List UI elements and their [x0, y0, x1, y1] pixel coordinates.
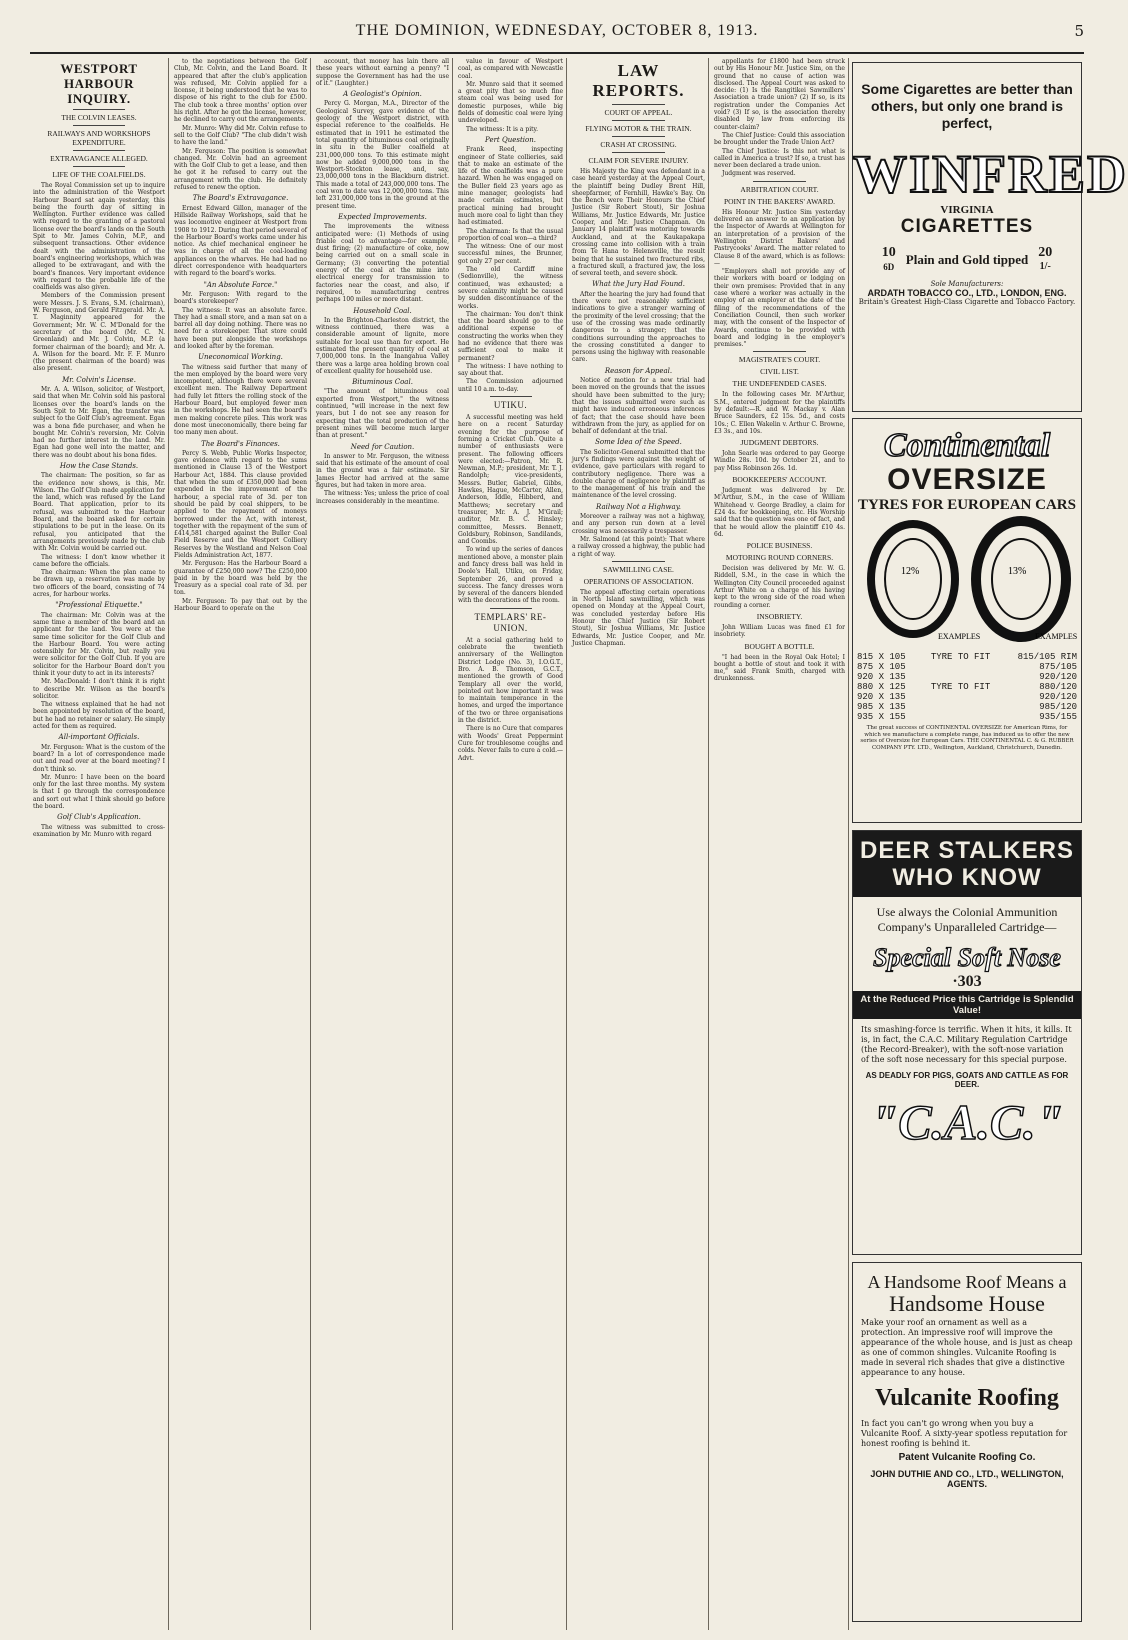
subheadline: LIFE OF THE COALFIELDS.: [52, 170, 146, 179]
ad-headline: Handsome House: [889, 1291, 1045, 1316]
paragraph: Judgment was delivered by Dr. M'Arthur, S.M., in the case of William Whitehead v. George Bradley, a claim for £24 4s. for bookkeeping, etc. His Worship said that the question was one of fact, and that he would allow the plaintiff £10 4s. 6d.: [714, 487, 845, 538]
paragraph: Notice of motion for a new trial had been moved on the grounds that the issues should have been submitted to the jury; that the issues submitted were such as might have induced erroneous inferences of fact; that the case should have been withdrawn from the jury, as applied for on behalf of defendant at the trial.: [572, 377, 705, 436]
tyre-size-cell: [920, 662, 1000, 672]
subheadline: THE COLVIN LEASES.: [61, 113, 137, 122]
tyre-examples-right: EXAMPLES: [1035, 632, 1078, 641]
newspaper-title: THE DOMINION, WEDNESDAY, OCTOBER 8, 1913.: [355, 22, 759, 39]
paragraph: "The amount of bituminous coal exported from Westport," the witness continued, "will increase in the next few years, but I do not see any reason for expecting that the total production of the present mines will become much larger than at present.": [316, 388, 449, 440]
tyre-size-cell: 935 X 155: [857, 712, 906, 722]
paragraph: The Commission adjourned until 10 a.m. to-day.: [458, 378, 563, 393]
price-left-top: 10: [881, 245, 896, 260]
masthead: [30, 22, 1084, 54]
paragraph: The Chief Justice: Could this association be brought under the Trade Union Act?: [714, 131, 845, 147]
paragraph: Mr. A. A. Wilson, solicitor, of Westport, said that when Mr. Colvin sold his pastoral licenses over the board's lands on the South Spit to Mr. Egan, the transfer was subject to the Golf Club's agreement. Egan was a bona fide purchaser, and when he bought Mr. Colvin's reversion, Mr. Colvin had no further interest in the land. Mr. Egan had gone well into the matter, and there was no doubt about his bona fides.: [33, 386, 165, 459]
paragraph: The witness: Yes; unless the price of coal increases considerably in the meantime.: [316, 490, 449, 505]
tyre-size-row: [853, 672, 1081, 682]
ad-body-text: Use always the Colonial Ammunition Company's Unparalleled Cartridge—: [876, 905, 1058, 934]
column-rule: [848, 58, 849, 1630]
price-right-bottom: 1/-: [1039, 261, 1051, 272]
subheadline: BOUGHT A BOTTLE.: [744, 641, 815, 651]
tyre-size-cell: 920 X 135: [857, 692, 906, 702]
paragraph: The Chief Justice: Is this not what is called in America a trust? If so, a trust has never been declared a trade union.: [714, 147, 845, 170]
tyre-size-cell: 920/120: [1039, 672, 1077, 682]
section-heading: "Professional Etiquette.": [55, 601, 143, 610]
paragraph: In answer to Mr. Ferguson, the witness said that his estimate of the amount of coal in the ground was a fair estimate. Sir James Hector had arrived at the same figures, but had taken in more area.: [316, 452, 449, 490]
paragraph: The Royal Commission set up to inquire into the administration of the Westport Harbour Board sat again yesterday, this being the fourth day of sitting in Wellington. Further evidence was called with regard to the granting of a pastoral license over the board's lands on the South Spit to Mr. James Colvin, M.P., and subsequent transactions. Other evidence dealt with the administration of the board's engineering workshops, which was alleged to be extravagant, and with the board's finances. Very important evidence with regard to the probable life of the coalfields was also given.: [33, 182, 165, 292]
tyre-pct-left: 12%: [901, 566, 920, 577]
tyre-size-cell: 875 X 105: [857, 662, 906, 672]
vulcanite-roofing-ad: [852, 1262, 1082, 1622]
winfred-brand: WINFRED: [853, 144, 1128, 204]
tyre-illustration: [853, 514, 1081, 644]
cac-logo: "C.A.C.": [870, 1094, 1064, 1150]
tyre-pct-right: 13%: [1008, 566, 1027, 577]
column-rule: [452, 58, 453, 1630]
subheadline: BOOKKEEPERS' ACCOUNT.: [732, 475, 827, 485]
paragraph: To wind up the series of dances mentioned above, a monster plain and fancy dress ball was held in Doole's Hall, Utiku, on Friday, September 26, and proved a success. The fancy dresses worn by several of the dancers blended with the decorations of the room.: [458, 546, 563, 605]
column-1: [30, 58, 168, 1630]
paragraph: The witness: It was an absolute farce. They had a small store, and a man sat on a barrel all day doing nothing. There was no need for a storekeeper. That store could have been put alongside the workshops and looked after by the foreman.: [174, 306, 307, 350]
section-heading: "An Absolute Farce.": [203, 280, 278, 289]
headline: MAGISTRATE'S COURT.: [738, 355, 821, 365]
subheadline: CLAIM FOR SEVERE INJURY.: [588, 156, 689, 165]
paragraph: The chairman: Is that the usual proportion of coal won—a third?: [458, 227, 563, 242]
ad-headline: A Handsome Roof Means a: [867, 1272, 1067, 1292]
paragraph: Decision was delivered by Mr. W. G. Riddell, S.M., in the case in which the Wellington City Council proceeded against Arthur White on a charge of his having kept to the wrong side of the road when rounding a corner.: [714, 565, 845, 609]
headline: UTIKU.: [493, 400, 528, 411]
headline: WESTPORT HARBOUR INQUIRY.: [60, 61, 138, 106]
subheadline: POINT IN THE BAKERS' AWARD.: [723, 196, 836, 206]
paragraph: At a social gathering held to celebrate the twentieth anniversary of the Wellington District Lodge (No. 3), I.O.G.T., Bro. A. B. Thomson, G.C.T., mentioned the growth of Good Templary all over the world, pointed out how important it was to maintain temperance in the homes, and urged the importance of the two or three organisations in the district.: [458, 636, 563, 725]
tyre-left-icon: [871, 524, 955, 634]
subheadline: COURT OF APPEAL.: [604, 108, 673, 117]
section-heading: Household Coal.: [353, 306, 412, 315]
paragraph: Mr. MacDonald: I don't think it is right to describe Mr. Wilson as the board's solicitor.: [33, 678, 165, 700]
subheadline: JUDGMENT DEBTORS.: [740, 438, 819, 448]
ad-firm: ARDATH TOBACCO CO., LTD., LONDON, ENG.: [867, 288, 1067, 298]
ad-makers-label: Sole Manufacturers:: [930, 280, 1004, 288]
column-rule: [310, 58, 311, 1630]
tyres-subtitle: TYRES FOR EUROPEAN CARS: [858, 497, 1076, 513]
subheadline: FLYING MOTOR & THE TRAIN.: [585, 124, 692, 133]
calibre-label: ·303: [952, 973, 982, 990]
paragraph: The witness was submitted to cross-examination by Mr. Munro with regard: [33, 823, 165, 838]
paragraph: Percy G. Morgan, M.A., Director of the Geological Survey, gave evidence of the geology of the Westport district, with especial reference to the coalfields. He estimated that in 1911 he estimated the total quantity of bituminous coal originally in situ in the Buller coalfield at 231,000,000 tons. To this estimate might now be added 9,000,000 tons in the Westport-Stockton lease, and, say, 23,000,000 tons in the Blackburn district. This made a total of 243,000,000 tons. The coal won to date was 12,000,000 tons. This left 231,000,000 tons in the ground at the present time.: [316, 100, 449, 210]
headline: LAW REPORTS.: [592, 61, 685, 100]
ad-subtitle: CIGARETTES: [900, 216, 1034, 237]
column-rule: [168, 58, 169, 1630]
cac-cartridge-ad: [852, 830, 1082, 1255]
price-right-top: 20: [1038, 245, 1053, 260]
section-heading: Need for Caution.: [350, 442, 415, 451]
patent-vulcanite-label: Patent Vulcanite Roofing Co.: [898, 1452, 1036, 1463]
ad-also-text: AS DEADLY FOR PIGS, GOATS AND CATTLE AS FOR DEER.: [865, 1071, 1069, 1089]
paragraph: Mr. Munro said that it seemed a great pity that so much fine steam coal was being used for domestic purposes, while big fields of domestic coal were lying undeveloped.: [458, 80, 563, 125]
paragraph: "I had been in the Royal Oak Hotel; I bought a bottle of stout and took it with me," said Frank Smith, charged with drunkenness.: [714, 653, 845, 683]
column-4: [455, 58, 566, 1630]
vulcanite-brand: Vulcanite Roofing: [875, 1385, 1059, 1411]
tyre-size-cell: 920 X 135: [857, 672, 906, 682]
column-2: [171, 58, 310, 1630]
subheadline: EXTRAVAGANCE ALLEGED.: [50, 154, 148, 163]
paragraph: The witness: I don't know whether it came before the officials.: [33, 553, 165, 568]
headline: ARBITRATION COURT.: [740, 184, 819, 194]
paragraph: A successful meeting was held here on a recent Saturday evening for the purpose of forming a Cricket Club. Quite a number of enthusiasts were present. The following officers were elected:—Patron, Mr. R. Newman, M.P.; president, Mr. T. J. Randolph; vice-presidents, Messrs. Butler, Gabriel, Gibbs, Hawkes, Hague, McCarter, Allen, Anderson, Iddle, Hibberd, and Matthews; secretary and treasurer, Mr. A. J. M'Grail; auditor, Mr. B. C. Hinsley; committee, Messrs. Bennett, Goldsbury, Robinson, Sandilands, and Coombs.: [458, 414, 563, 546]
section-heading: The Board's Finances.: [201, 439, 280, 448]
price-left: [882, 246, 896, 274]
paragraph: The appeal affecting certain operations in North Island sawmilling, which was opened on Monday at the Appeal Court, was concluded yesterday before His Honour the Chief Justice (Sir Robert Stout), Sir Joshua Williams, Mr. Justice Edwards, Mr. Justice Cooper, and Mr. Justice Chapman.: [572, 588, 705, 647]
paragraph: His Honour Mr. Justice Sim yesterday delivered an answer to an application by the Inspector of Awards at Wellington for an interpretation of a provision of the Wellington District Bakers' and Pastrycooks' Award. The matter related to Clause 8 of the award, which is as follows:—: [714, 208, 845, 267]
tyre-size-cell: 880/120: [1039, 682, 1077, 692]
tyre-size-row: [853, 692, 1081, 702]
ad-tagline: Britain's Greatest High-Class Cigarette and Tobacco Factory.: [858, 298, 1076, 306]
agents-label: JOHN DUTHIE AND CO., LTD., WELLINGTON, AGENTS.: [870, 1469, 1064, 1489]
ad-subtitle: VIRGINIA: [940, 204, 994, 216]
paragraph: His Majesty the King was defendant in a case heard yesterday at the Appeal Court, the plaintiff being Dudley Brent Hill, sheepfarmer, of Fernhill, Hawke's Bay. On the Bench were Their Honours the Chief Justice (Sir Robert Stout), Sir Joshua Williams, Mr. Justice Edwards, Mr. Justice Cooper, and Mr. Justice Chapman. On January 14 plaintiff was motoring towards Auckland, and at the Kaukapakapa crossing came into collision with a train from Te Hana to Helensville, the result being that he sustained two fractured ribs, a fractured skull, a fractured jaw, the loss of several teeth, and severe shock.: [572, 168, 705, 278]
subheadline: RAILWAYS AND WORKSHOPS EXPENDITURE.: [47, 129, 151, 147]
section-heading: Golf Club's Application.: [57, 813, 141, 822]
paragraph: The Solicitor-General submitted that the jury's findings were against the weight of evidence, gave particulars with regard to contributory negligence. There was a double charge of negligence by plaintiff as to the management of his train and the maintenance of the level crossing.: [572, 448, 705, 500]
section-heading: Bituminous Coal.: [352, 378, 413, 387]
column-6: [711, 58, 848, 1630]
special-soft-nose-title: Special Soft Nose: [873, 943, 1061, 972]
paragraph: In the following cases Mr. M'Arthur, S.M., entered judgment for the plaintiffs by default:—R. and W. Mackay v. Alan Bruce Saunders, £2 15s. 5d., and costs 10s.; C. Ellen Wakelin v. Arthur C. Browne, £3 3s., and 10s.: [714, 391, 845, 435]
winfred-cigarettes-ad: [852, 62, 1128, 412]
paragraph: The chairman: You don't think that the board should go to the additional expense of constructing the works when they had no evidence that there was sufficient coal to make it permanent?: [458, 310, 563, 362]
paragraph: Judgment was reserved.: [722, 170, 796, 178]
paragraph: The witness: It is a pity.: [466, 125, 539, 133]
section-heading: The Board's Extravagance.: [192, 194, 289, 203]
section-heading: What the Jury Had Found.: [592, 280, 685, 289]
paragraph: The chairman: When the plan came to be drawn up, a reservation was made by two officers of the board, consisting of 74 acres, for harbour works.: [33, 569, 165, 599]
paragraph: John William Lucas was fined £1 for insobriety.: [714, 623, 845, 639]
tyre-size-cell: [920, 672, 1000, 682]
section-heading: Railway Not a Highway.: [596, 502, 681, 511]
paragraph: Mr. Munro: Why did Mr. Colvin refuse to sell to the Golf Club? "The club didn't wish to have the land.": [174, 124, 307, 147]
paragraph: Ernest Edward Gillon, manager of the Hillside Railway Workshops, said that he was locomotive engineer at Westport from 1908 to 1912. During that period several of the Harbour Board's works came under his notice. As chief mechanical engineer he was in charge of all the coal-loading appliances on the wharves. He had had no direct correspondence with headquarters with regard to the board's works.: [174, 204, 307, 278]
paragraph: Mr. Ferguson: The position is somewhat changed. Mr. Colvin had an agreement with the Golf Club to get a lease, and then he got it he refused to carry out the arrangement with the club. He definitely refused to renew the option.: [174, 147, 307, 192]
paragraph: The chairman: The position, so far as the evidence now shows, is this, Mr. Wilson. The Golf Club made application for the land, which was refused by the Land Board. That application, prior to its refusal, was submitted to the Harbour Board, and the board asked for certain stipulations to be put in the lease. On its refusal, you anticipated that the arrangements previously made by the club with Mr. Colvin would be carried out.: [33, 472, 165, 553]
paragraph: John Searle was ordered to pay George Windle 28s. 10d. by October 21, and to pay Miss Robinson 26s. 1d.: [714, 450, 845, 472]
paragraph: account, that money has lain there all these years without earning a penny? "I suppose the Government has had the use of it." (Laughter.): [316, 58, 449, 87]
tyre-size-cell: [920, 712, 1000, 722]
tyre-size-cell: 815 X 105: [857, 652, 906, 662]
paragraph: The witness: One of our most successful mines, the Brunner, got only 27 per cent.: [458, 243, 563, 265]
paragraph: Mr. Ferguson: Has the Harbour Board a guarantee of £250,000 now? The £250,000 paid in by the board was held by the Treasury as a special coal rate of 3d. per ton.: [174, 560, 307, 597]
paragraph: Frank Reed, inspecting engineer of State collieries, said that to make an estimate of the life of the coalfields was a pure hazard. When he was engaged on the Buller field 23 years ago as mine manager, geologists had made certain estimates, but practical mining had brought much more coal to light than they had estimated.: [458, 146, 563, 227]
tyre-size-table: [853, 652, 1081, 722]
tyre-size-cell: [920, 702, 1000, 712]
paragraph: Members of the Commission present were Messrs. J. S. Evans, S.M. (chairman), W. Ferguson, and Gerald Fitzgerald. Mr. A. T. Maginnity appeared for the Government; Mr. W. C. M'Donald for the secretary of the board (Mr. C. N. Greenland) and Mr. J. Colvin, M.P. (a former chairman of the board); and Mr. A. A. Wilson for the board. Mr. F. F. Munro (the present chairman of the board) was also present.: [33, 292, 165, 373]
tyre-size-cell: 985/120: [1039, 702, 1077, 712]
oversize-title: OVERSIZE: [887, 463, 1047, 496]
section-heading: Mr. Colvin's License.: [62, 375, 136, 384]
tyre-size-cell: 920/120: [1039, 692, 1077, 702]
column-3: [313, 58, 452, 1630]
paragraph: The old Cardiff mine (Sedionville), the witness continued, was exhausted; a severe calamity might be caused by sudden discontinuance of the works.: [458, 266, 563, 310]
ad-fine-print: The great success of CONTINENTAL OVERSIZE for American Rims, for which we manufacture a complete range, has induced us to offer the new series of Oversize for European Cars. THE CONTINENTAL C. & G. RUBBER COMPANY PTY. LTD., Wellington, Auckland, Christchurch, Dunedin.: [860, 725, 1074, 751]
section-heading: Reason for Appeal.: [604, 366, 673, 375]
tyre-size-row: [853, 682, 1081, 692]
headline: TEMPLARS' RE-UNION.: [474, 611, 547, 633]
deer-stalkers-banner: DEER STALKERS WHO KNOW: [853, 831, 1081, 897]
subheadline: OPERATIONS OF ASSOCIATION.: [583, 576, 694, 586]
tyre-size-cell: [920, 692, 1000, 702]
section-heading: A Geologist's Opinion.: [343, 90, 422, 99]
ad-body-text: Make your roof an ornament as well as a protection. An impressive roof will improve the appearance of the whole house, and is just as cheap as one of common shingles. Vulcanite Roofing is made in several rich shades that give a distinctive appearance to any house.: [861, 1318, 1073, 1377]
paragraph: The witness explained that he had not been appointed by resolution of the board, but he had no retainer or salary. He simply acted for them as required.: [33, 701, 165, 731]
tyre-size-cell: 935/155: [1039, 712, 1077, 722]
paragraph: value in favour of Westport coal, as compared with Newcastle coal.: [458, 58, 563, 80]
section-heading: Some Idea of the Speed.: [595, 438, 682, 447]
section-heading: How the Case Stands.: [59, 461, 139, 470]
price-description: Plain and Gold tipped: [905, 252, 1029, 267]
paragraph: Mr. Salmond (at this point): That where a railway crossed a highway, the public had a right of way.: [572, 535, 705, 558]
tyre-examples-left: EXAMPLES: [938, 632, 981, 641]
tyre-size-row: [853, 662, 1081, 672]
subheadline: INSOBRIETY.: [756, 611, 803, 621]
paragraph: Mr. Ferguson: What is the custom of the board? In a lot of correspondence made out and read over at the board meeting? I don't think so.: [33, 743, 165, 773]
column-rule: [708, 58, 709, 1630]
tyre-size-cell: 985 X 135: [857, 702, 906, 712]
tyre-size-cell: TYRE TO FIT: [930, 682, 991, 692]
paragraph: The improvements the witness anticipated were: (1) Methods of using friable coal to advantage—for example, dust firing; (2) manufacture of coke, now being carried out on a small scale in Germany; (3) converting the potential energy of the coal at the mine into electrical energy for transmission to factories near the coast, and also, if required, to manufacturing centres perhaps 100 miles or more distant.: [316, 223, 449, 304]
paragraph: appellants for £1800 had been struck out by His Honour Mr. Justice Sim, on the ground that no cause of action was disclosed. The Appeal Court was asked to decide: (1) Is the Rangitikei Sawmillers' Association a trade union? (2) If so, is its registration under the Companies Act void? (3) If so, is the association thereby disabled by law from enforcing its counter-claim?: [714, 58, 845, 131]
paragraph: In the Brighton-Charleston district, the witness continued, there was a considerable amount of lignite, more suitable for local use than for export. He estimated the present quantity of coal at 7,000,000 tons. In the Inangahua Valley there was a large area holding brown coal of excellent quality for household use.: [316, 316, 449, 375]
tyre-size-cell: 880 X 125: [857, 682, 906, 692]
paragraph: "Employers shall not provide any of their workers with board or lodging on their own premises: Provided that in any case where a worker was actually in the employ of an employer at the date of the filing of the recommendations of the Conciliation Council, then such worker may, with the consent of the Inspector of Awards, continue to be provided with board and lodging in the employer's premises.": [714, 268, 845, 349]
continental-tyres-ad: [852, 418, 1082, 823]
subheadline: CRASH AT CROSSING.: [600, 140, 677, 149]
page-number: 5: [1074, 22, 1084, 40]
tyre-size-row: [853, 712, 1081, 722]
paragraph: Mr. Ferguson: To pay that out by the Harbour Board to operate on the: [174, 597, 307, 613]
subheadline: POLICE BUSINESS.: [746, 541, 813, 551]
column-rule: [566, 58, 567, 1630]
paragraph: The chairman: Mr. Colvin was at the same time a member of the board and an applicant for the land. You were at the same time solicitor for the Golf Club and the Harbour Board. You were acting ostensibly for Mr. Colvin, but really you were solicitor for the Golf Club. If you are solicitor for the Harbour Board don't you think it your duty to act in its interests?: [33, 611, 165, 677]
tyre-right-icon: [976, 521, 1066, 637]
price-left-bottom: 6D: [883, 262, 895, 272]
paragraph: There is no Cure that compares with Woods' Great Peppermint Cure for troublesome coughs and colds. Never fails to cure a cold.—Advt.: [458, 725, 563, 762]
subheadline: SAWMILLING CASE.: [603, 564, 674, 574]
paragraph: After the hearing the jury had found that there were not reasonably sufficient indications to give a stranger warning of the proximity of the level crossing; that the use of the crossing was made ordinarily dangerous to a stranger; that the conditions surrounding the approaches to the crossing constituted a danger to persons using the highway with reasonable care.: [572, 290, 705, 364]
tyre-size-cell: TYRE TO FIT: [930, 652, 991, 662]
section-heading: Uneconomical Working.: [198, 353, 283, 362]
paragraph: to the negotiations between the Golf Club, Mr. Colvin, and the Land Board. It appeared that after the club's application was refused, Mr. Colvin applied for a license, it being understood that he was to dispose of his right to the club for £500. The club took a three months' option over his right. After he got the license, however, he declined to carry out the arrangements.: [174, 58, 307, 124]
tyre-size-cell: 815/105 RIM: [1017, 652, 1077, 662]
subheadline: MOTORING ROUND CORNERS.: [725, 553, 834, 563]
section-heading: Pert Question.: [485, 135, 536, 144]
paragraph: Percy S. Webb, Public Works Inspector, gave evidence with regard to the sums mentioned in Clause 13 of the Westport Harbour Act, 1884. This clause provided that when the sum of £350,000 had been expended in the improvement of the harbour, a special rate of 3d. per ton should be paid by coal shippers, to be applied to the repayment of moneys borrowed under the Act, with interest, together with the repayment of the sum of £414,581 charged against the Buller Coal Field Reserve and the Westport Colliery Reserves by the Westland and Nelson Coal Fields Administration Act, 1877.: [174, 449, 307, 559]
ad-body-text: Its smashing-force is terrific. When it hits, it kills. It is, in fact, the C.A.C. Military Regulation Cartridge (the Record-Breaker), with the soft-nose variation of the soft nose necessary for this special purpose.: [861, 1025, 1072, 1064]
price-right: [1038, 246, 1052, 274]
section-heading: Expected Improvements.: [338, 212, 427, 221]
subheadline: THE UNDEFENDED CASES.: [732, 379, 827, 389]
ad-lead-text: Some Cigarettes are better than others, but only one brand is perfect,: [861, 81, 1073, 131]
price-row: [853, 246, 1081, 274]
subheadline: CIVIL LIST.: [760, 367, 799, 377]
tyre-size-row: [853, 702, 1081, 712]
tyre-size-cell: 875/105: [1039, 662, 1077, 672]
paragraph: Moreover a railway was not a highway, and any person run down at a level crossing was necessarily a trespasser.: [572, 513, 705, 535]
section-heading: All-important Officials.: [58, 733, 140, 742]
column-5: [569, 58, 708, 1630]
continental-logo: Continental: [883, 427, 1051, 464]
tyre-size-row: [853, 652, 1081, 662]
reduced-price-bar: At the Reduced Price this Cartridge is Splendid Value!: [853, 991, 1081, 1019]
paragraph: The witness: I have nothing to say about that.: [458, 362, 563, 378]
ad-body-text: In fact you can't go wrong when you buy a Vulcanite Roof. A sixty-year spotless reputation for honest roofing is behind it.: [861, 1419, 1068, 1448]
paragraph: Mr. Ferguson: With regard to the board's storekeeper?: [174, 290, 307, 306]
paragraph: Mr. Munro: I have been on the board only for the last three months. My system is that I go through the correspondence and sort out what I think should go before the board.: [33, 773, 165, 811]
paragraph: The witness said further that many of the men employed by the board were very incompetent, although there were several excellent men. The Railway Department had fully let fitters the rolling stock of the Harbour Board, but employed fewer men in the workshops. He had seen the board's men making concrete piles. This work was done most uneconomically, there being far too many men about.: [174, 363, 307, 437]
